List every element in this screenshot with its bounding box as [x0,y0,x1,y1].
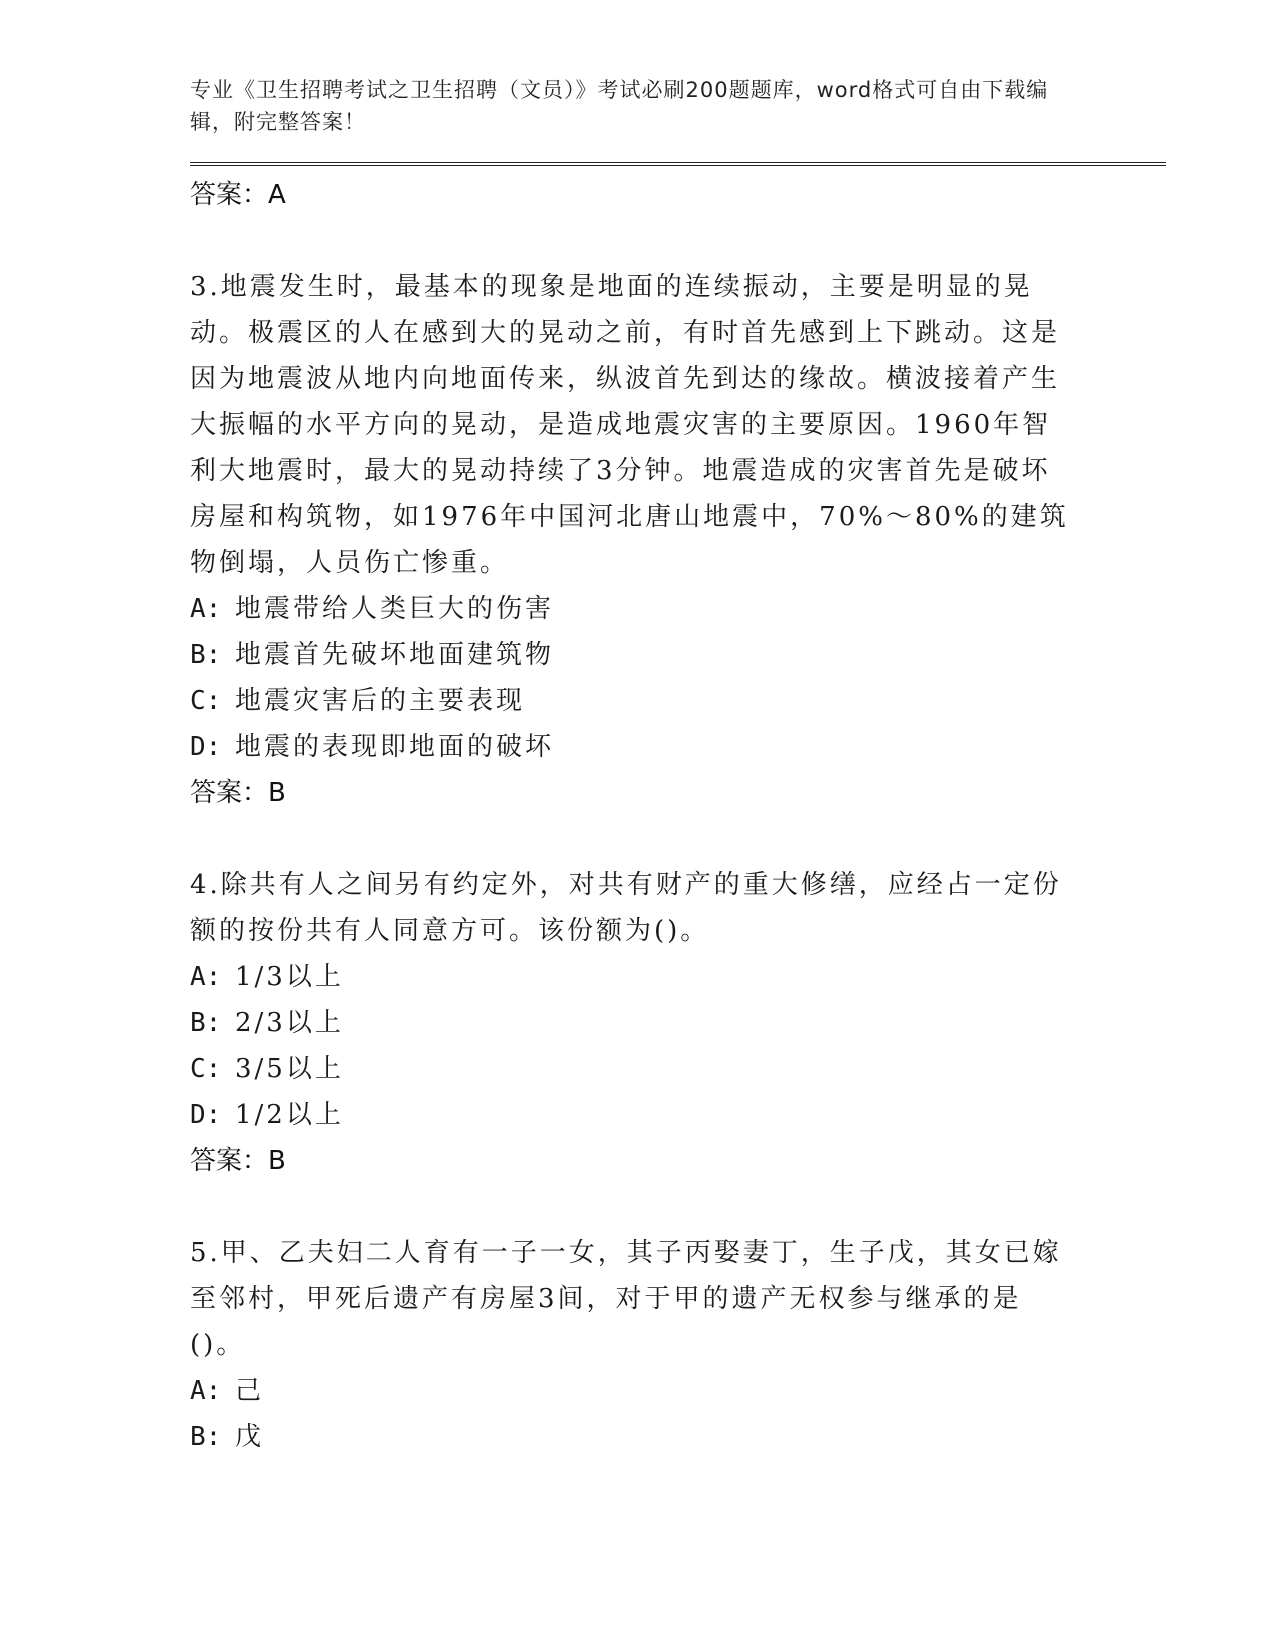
option-label: B: [190,640,222,670]
option-b [190,1414,1170,1460]
option-text: 己 [235,1376,265,1406]
option-label: A: [190,594,222,624]
option-text: 戊 [235,1422,265,1452]
option-text: 1/2以上 [235,1100,344,1130]
option-text: 2/3以上 [235,1008,344,1038]
answer-line: 答案：B [190,778,286,808]
header-divider [190,162,1166,166]
option-d [190,724,1170,770]
answer-line: 答案：B [190,1146,286,1176]
option-text: 地震首先破坏地面建筑物 [235,640,555,670]
option-text: 地震的表现即地面的破坏 [235,732,555,762]
option-text: 地震灾害后的主要表现 [235,686,526,716]
question-4 [190,862,1170,1184]
question-text: 4.除共有人之间另有约定外，对共有财产的重大修缮，应经占一定份额的按份共有人同意方可。该份额为()。 [190,870,1062,946]
option-label: A: [190,1376,222,1406]
option-d [190,1092,1170,1138]
option-label: A: [190,962,222,992]
question-text: 5.甲、乙夫妇二人育有一子一女，其子丙娶妻丁，生子戊，其女已嫁至邻村，甲死后遗产有房屋3间，对于甲的遗产无权参与继承的是()。 [190,1238,1062,1360]
option-b [190,632,1170,678]
option-c [190,678,1170,724]
option-label: D: [190,732,222,762]
question-text: 3.地震发生时，最基本的现象是地面的连续振动，主要是明显的晃动。极震区的人在感到大的晃动之前，有时首先感到上下跳动。这是因为地震波从地内向地面传来，纵波首先到达的缘故。横波接着产生大振幅的水平方向的晃动，是造成地震灾害的主要原因。1960年智利大地震时，最大的晃动持续了3分钟。地震造成的灾害首先是破坏房屋和构筑物，如1976年中国河北唐山地震中，70%～80%的建筑物倒塌，人员伤亡惨重。 [190,272,1069,578]
option-a [190,954,1170,1000]
option-text: 地震带给人类巨大的伤害 [235,594,555,624]
option-c [190,1046,1170,1092]
answer-line: 答案：A [190,180,286,210]
option-label: C: [190,686,222,716]
document-page [190,0,1170,1460]
document-header: 专业《卫生招聘考试之卫生招聘（文员）》考试必刷200题题库，word格式可自由下载编辑，附完整答案！ [190,78,1049,134]
option-text: 1/3以上 [235,962,344,992]
question-3 [190,264,1170,816]
option-label: B: [190,1422,222,1452]
option-label: C: [190,1054,222,1084]
option-a [190,586,1170,632]
option-a [190,1368,1170,1414]
option-label: D: [190,1100,222,1130]
option-label: B: [190,1008,222,1038]
option-text: 3/5以上 [235,1054,344,1084]
question-5 [190,1230,1170,1460]
option-b [190,1000,1170,1046]
